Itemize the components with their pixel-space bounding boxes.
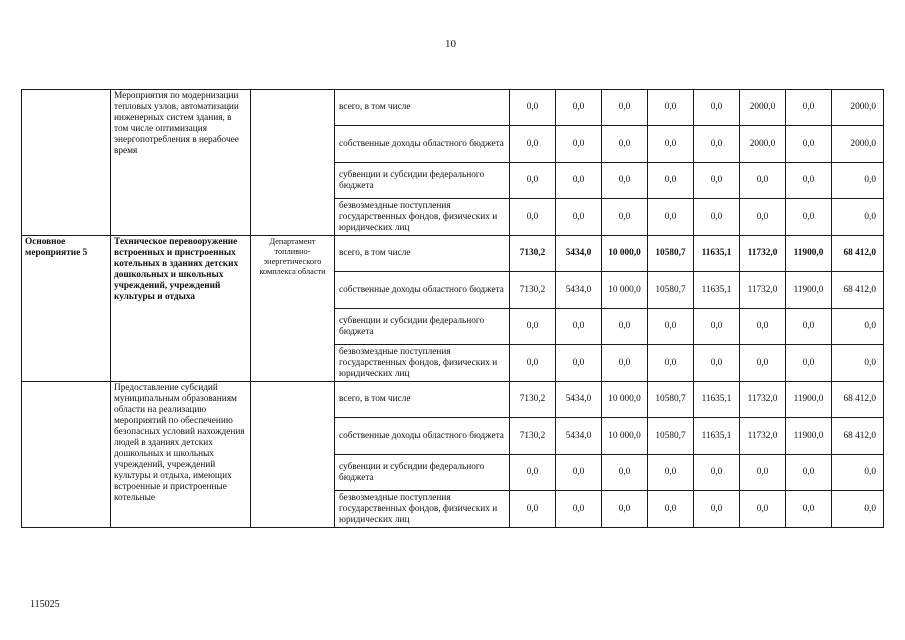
year-value-cell: 10 000,0 [602, 236, 648, 272]
funding-source-cell: субвенции и субсидии федерального бюджета [335, 163, 510, 199]
year-value-cell: 0,0 [510, 309, 556, 345]
total-value-cell: 0,0 [832, 345, 884, 382]
year-value-cell: 5434,0 [556, 272, 602, 309]
year-value-cell: 11635,1 [694, 418, 740, 455]
year-value-cell: 0,0 [694, 345, 740, 382]
year-value-cell: 0,0 [740, 491, 786, 528]
year-value-cell: 0,0 [510, 199, 556, 236]
year-value-cell: 7130,2 [510, 272, 556, 309]
year-value-cell: 11732,0 [740, 382, 786, 418]
year-value-cell: 0,0 [648, 491, 694, 528]
year-value-cell: 11900,0 [786, 236, 832, 272]
year-value-cell: 0,0 [556, 90, 602, 126]
total-value-cell: 68 412,0 [832, 418, 884, 455]
year-value-cell: 2000,0 [740, 126, 786, 163]
year-value-cell: 11635,1 [694, 382, 740, 418]
program-name-cell: Техническое перевооружение встроенных и пристроенных котельных в зданиях детских дошкольных и школьных учреждений, учреждений культуры и отдыха [111, 236, 251, 382]
year-value-cell: 0,0 [786, 455, 832, 491]
funding-source-cell: собственные доходы областного бюджета [335, 418, 510, 455]
year-value-cell: 10580,7 [648, 272, 694, 309]
year-value-cell: 10 000,0 [602, 272, 648, 309]
year-value-cell: 0,0 [510, 90, 556, 126]
year-value-cell: 11732,0 [740, 272, 786, 309]
event-cell [22, 382, 111, 528]
year-value-cell: 0,0 [602, 345, 648, 382]
year-value-cell: 5434,0 [556, 418, 602, 455]
total-value-cell: 68 412,0 [832, 382, 884, 418]
year-value-cell: 0,0 [510, 345, 556, 382]
year-value-cell: 0,0 [602, 309, 648, 345]
page-number: 10 [445, 38, 456, 50]
year-value-cell: 11732,0 [740, 236, 786, 272]
total-value-cell: 0,0 [832, 455, 884, 491]
year-value-cell: 10580,7 [648, 236, 694, 272]
year-value-cell: 0,0 [556, 163, 602, 199]
total-value-cell: 0,0 [832, 199, 884, 236]
year-value-cell: 0,0 [694, 199, 740, 236]
year-value-cell: 10580,7 [648, 418, 694, 455]
year-value-cell: 0,0 [786, 199, 832, 236]
year-value-cell: 0,0 [556, 199, 602, 236]
year-value-cell: 7130,2 [510, 418, 556, 455]
total-value-cell: 0,0 [832, 163, 884, 199]
table-row [22, 236, 884, 272]
year-value-cell: 0,0 [786, 90, 832, 126]
year-value-cell: 0,0 [648, 345, 694, 382]
year-value-cell: 0,0 [786, 345, 832, 382]
budget-table [21, 89, 884, 528]
year-value-cell: 0,0 [602, 491, 648, 528]
year-value-cell: 0,0 [786, 491, 832, 528]
year-value-cell: 0,0 [556, 455, 602, 491]
executor-cell [251, 382, 335, 528]
funding-source-cell: субвенции и субсидии федерального бюджета [335, 309, 510, 345]
year-value-cell: 2000,0 [740, 90, 786, 126]
year-value-cell: 0,0 [602, 126, 648, 163]
funding-source-cell: субвенции и субсидии федерального бюджета [335, 455, 510, 491]
year-value-cell: 0,0 [648, 309, 694, 345]
year-value-cell: 0,0 [556, 345, 602, 382]
year-value-cell: 5434,0 [556, 236, 602, 272]
year-value-cell: 0,0 [602, 163, 648, 199]
year-value-cell: 7130,2 [510, 236, 556, 272]
executor-cell [251, 90, 335, 236]
program-name-cell: Предоставление субсидий муниципальным образованиям области на реализацию мероприятий по обеспечению безопасных условий нахождения людей в зданиях детских дошкольных и школьных учреждений, учреждений культуры и отдыха, имеющих встроенные и пристроенные котельные [111, 382, 251, 528]
year-value-cell: 0,0 [510, 126, 556, 163]
total-value-cell: 0,0 [832, 309, 884, 345]
year-value-cell: 0,0 [740, 309, 786, 345]
program-name-cell: Мероприятия по модернизации тепловых узлов, автоматизации инженерных систем здания, в том числе оптимизация энергопотребления в нерабочее время [111, 90, 251, 236]
year-value-cell: 0,0 [602, 455, 648, 491]
total-value-cell: 0,0 [832, 491, 884, 528]
year-value-cell: 11900,0 [786, 418, 832, 455]
executor-cell: Департамент топливно-энергетического комплекса области [251, 236, 335, 382]
year-value-cell: 0,0 [740, 163, 786, 199]
total-value-cell: 68 412,0 [832, 236, 884, 272]
year-value-cell: 11732,0 [740, 418, 786, 455]
year-value-cell: 0,0 [510, 491, 556, 528]
funding-source-cell: всего, в том числе [335, 236, 510, 272]
year-value-cell: 7130,2 [510, 382, 556, 418]
total-value-cell: 2000,0 [832, 90, 884, 126]
funding-source-cell: собственные доходы областного бюджета [335, 272, 510, 309]
year-value-cell: 5434,0 [556, 382, 602, 418]
year-value-cell: 10580,7 [648, 382, 694, 418]
year-value-cell: 0,0 [648, 126, 694, 163]
table-row [22, 90, 884, 126]
year-value-cell: 11635,1 [694, 272, 740, 309]
funding-source-cell: безвозмездные поступления государственных фондов, физических и юридических лиц [335, 345, 510, 382]
year-value-cell: 0,0 [510, 163, 556, 199]
year-value-cell: 0,0 [510, 455, 556, 491]
year-value-cell: 0,0 [648, 199, 694, 236]
document-code: 115025 [30, 599, 60, 610]
year-value-cell: 0,0 [602, 199, 648, 236]
year-value-cell: 0,0 [786, 126, 832, 163]
year-value-cell: 0,0 [694, 126, 740, 163]
year-value-cell: 0,0 [648, 90, 694, 126]
year-value-cell: 0,0 [694, 455, 740, 491]
event-cell: Основное мероприятие 5 [22, 236, 111, 382]
total-value-cell: 2000,0 [832, 126, 884, 163]
year-value-cell: 10 000,0 [602, 382, 648, 418]
funding-source-cell: всего, в том числе [335, 382, 510, 418]
year-value-cell: 0,0 [694, 90, 740, 126]
year-value-cell: 11900,0 [786, 382, 832, 418]
year-value-cell: 0,0 [740, 455, 786, 491]
total-value-cell: 68 412,0 [832, 272, 884, 309]
year-value-cell: 0,0 [740, 199, 786, 236]
year-value-cell: 11635,1 [694, 236, 740, 272]
year-value-cell: 10 000,0 [602, 418, 648, 455]
funding-source-cell: всего, в том числе [335, 90, 510, 126]
event-cell [22, 90, 111, 236]
year-value-cell: 0,0 [556, 491, 602, 528]
year-value-cell: 0,0 [694, 491, 740, 528]
year-value-cell: 0,0 [556, 126, 602, 163]
funding-source-cell: собственные доходы областного бюджета [335, 126, 510, 163]
table-row [22, 382, 884, 418]
year-value-cell: 0,0 [556, 309, 602, 345]
year-value-cell: 0,0 [694, 309, 740, 345]
year-value-cell: 0,0 [648, 163, 694, 199]
funding-source-cell: безвозмездные поступления государственных фондов, физических и юридических лиц [335, 491, 510, 528]
funding-source-cell: безвозмездные поступления государственных фондов, физических и юридических лиц [335, 199, 510, 236]
year-value-cell: 0,0 [602, 90, 648, 126]
year-value-cell: 0,0 [786, 163, 832, 199]
year-value-cell: 11900,0 [786, 272, 832, 309]
year-value-cell: 0,0 [740, 345, 786, 382]
year-value-cell: 0,0 [786, 309, 832, 345]
year-value-cell: 0,0 [648, 455, 694, 491]
year-value-cell: 0,0 [694, 163, 740, 199]
